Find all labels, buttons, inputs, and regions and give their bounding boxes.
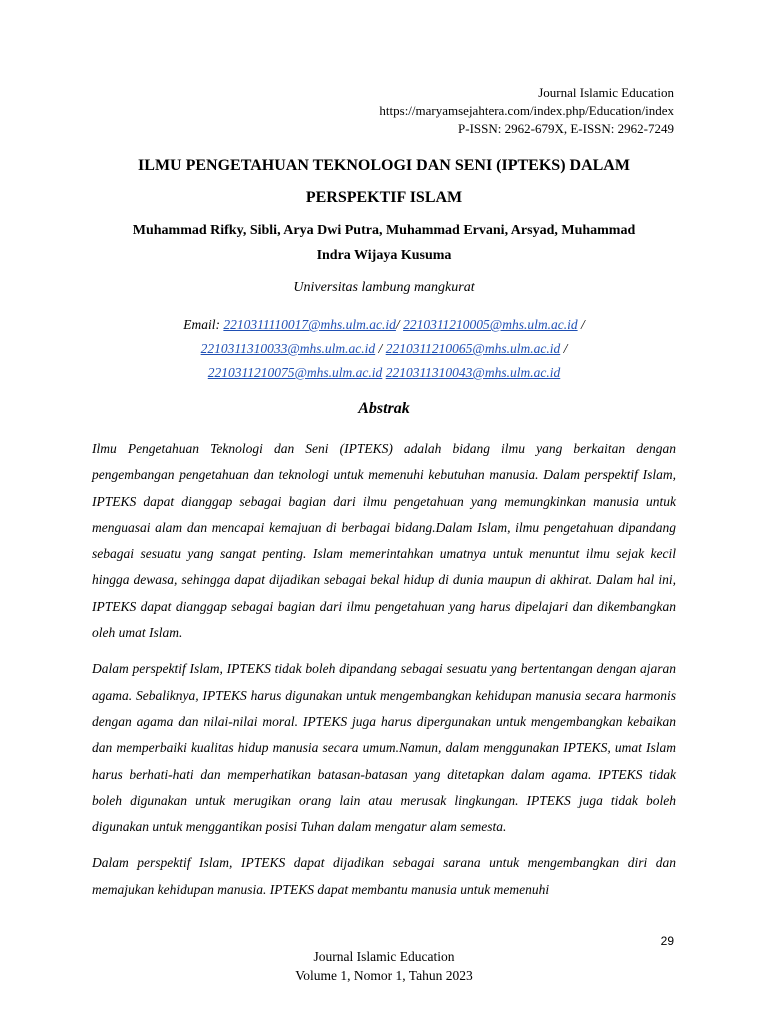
footer-volume: Volume 1, Nomor 1, Tahun 2023 [295, 968, 473, 983]
email-line-1 [90, 313, 678, 337]
header-journal-name: Journal Islamic Education [538, 85, 674, 100]
email-separator: / [580, 317, 585, 332]
email-line-2 [90, 337, 678, 361]
email-link[interactable]: 2210311110017@mhs.ulm.ac.id [223, 317, 396, 332]
authors-line-1: Muhammad Rifky, Sibli, Arya Dwi Putra, Muhammad Ervani, Arsyad, Muhammad [132, 223, 636, 238]
email-separator: / [378, 341, 383, 356]
email-link[interactable]: 2210311310043@mhs.ulm.ac.id [385, 365, 561, 380]
email-link[interactable]: 2210311210075@mhs.ulm.ac.id [207, 365, 383, 380]
email-link[interactable]: 2210311210065@mhs.ulm.ac.id [385, 341, 561, 356]
page-number: 29 [660, 934, 674, 948]
email-link[interactable]: 2210311210005@mhs.ulm.ac.id [403, 317, 578, 332]
abstract-paragraph: Dalam perspektif Islam, IPTEKS dapat dijadikan sebagai sarana untuk mengembangkan diri dan memajukan kehidupan manusia. IPTEKS dapat membantu manusia untuk memenuhi [92, 855, 676, 897]
footer-journal-name: Journal Islamic Education [313, 949, 455, 964]
journal-header [379, 84, 674, 138]
header-issn: P-ISSN: 2962-679X, E-ISSN: 2962-7249 [458, 121, 674, 136]
email-separator: / [563, 341, 568, 356]
email-line-3 [90, 361, 678, 385]
email-link[interactable]: 2210311310033@mhs.ulm.ac.id [200, 341, 376, 356]
abstract-paragraph: Dalam perspektif Islam, IPTEKS tidak boleh dipandang sebagai sesuatu yang bertentangan dengan ajaran agama. Sebaliknya, IPTEKS harus digunakan untuk mengembangkan kehidupan manusia secara harmonis dengan agama dan nilai-nilai moral. IPTEKS juga harus dipergunakan untuk mengembangkan kebaikan dan memperbaiki kualitas hidup manusia secara umum.Namun, dalam menggunakan IPTEKS, umat Islam harus berhati-hati dan memperhatikan batasan-batasan yang ditetapkan dalam agama. IPTEKS tidak boleh digunakan untuk merugikan orang lain atau merusak lingkungan. IPTEKS juga tidak boleh digunakan untuk menggantikan posisi Tuhan dalam mengatur alam semesta. [92, 661, 676, 835]
abstract-body [92, 436, 676, 913]
author-list [90, 218, 678, 268]
abstract-heading: Abstrak [358, 400, 410, 417]
email-separator: / [395, 317, 400, 332]
author-affiliation: Universitas lambung mangkurat [293, 280, 475, 295]
title-line-2: PERSPEKTIF ISLAM [305, 189, 463, 206]
authors-line-2: Indra Wijaya Kusuma [316, 248, 452, 263]
header-journal-url: https://maryamsejahtera.com/index.php/Education/index [379, 103, 674, 118]
title-line-1: ILMU PENGETAHUAN TEKNOLOGI DAN SENI (IPTEKS) DALAM [138, 157, 630, 174]
email-label: Email: [183, 317, 220, 332]
abstract-paragraph: Ilmu Pengetahuan Teknologi dan Seni (IPTEKS) adalah bidang ilmu yang berkaitan dengan pengembangan pengetahuan dan teknologi untuk memenuhi kebutuhan manusia. Dalam perspektif Islam, IPTEKS dapat dianggap sebagai bagian dari ilmu pengetahuan yang memungkinkan manusia untuk menguasai alam dan mencapai kemajuan di berbagai bidang.Dalam Islam, ilmu pengetahuan dipandang sebagai sesuatu yang sangat penting. Islam memerintahkan umatnya untuk menuntut ilmu sejak kecil hingga dewasa, sehingga dapat dijadikan sebagai bekal hidup di dunia maupun di akhirat. Dalam hal ini, IPTEKS dapat dianggap sebagai bagian dari ilmu pengetahuan yang harus dipelajari dan dikembangkan oleh umat Islam. [92, 441, 676, 641]
email-block [90, 313, 678, 385]
article-title [90, 150, 678, 214]
journal-footer [90, 947, 678, 985]
